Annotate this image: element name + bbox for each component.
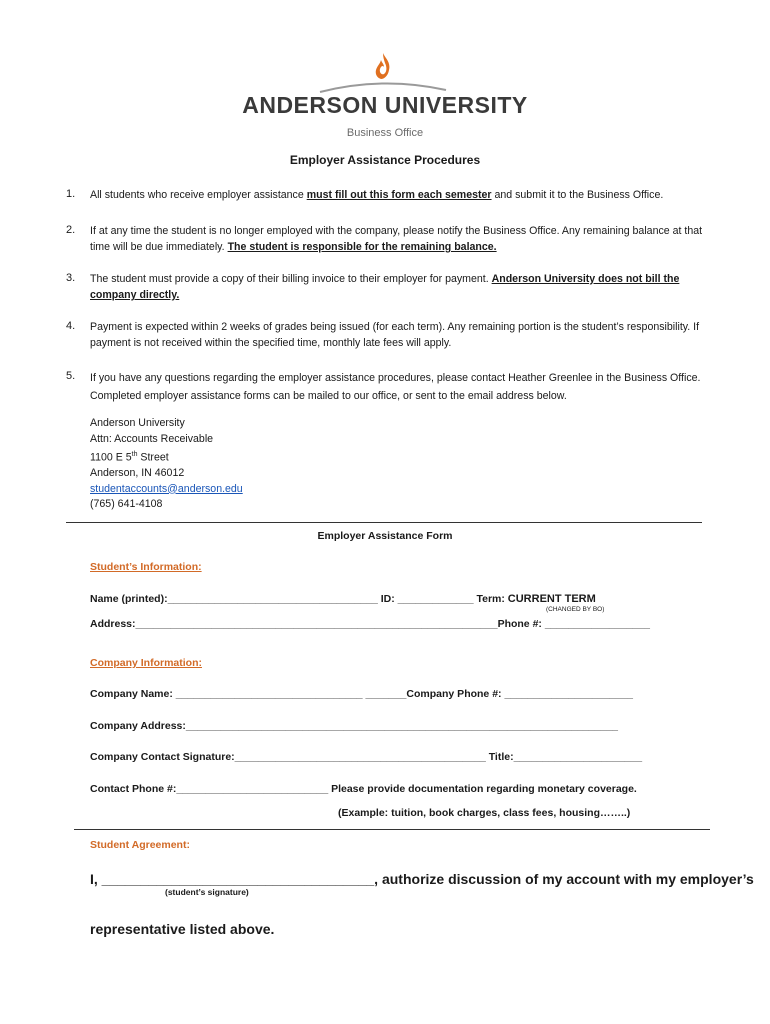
- address-line: Anderson University: [90, 417, 185, 429]
- divider: [66, 522, 702, 523]
- procedure-item-4: Payment is expected within 2 weeks of grades being issued (for each term). Any remaining portion is the student’s responsibility. If payment is not received within the specified time, monthly late fees will apply.: [90, 321, 700, 349]
- coverage-example: (Example: tuition, book charges, class fees, housing……..): [338, 807, 631, 819]
- item-number: 5.: [66, 370, 76, 382]
- item-number: 1.: [66, 188, 76, 200]
- university-name: ANDERSON UNIVERSITY: [242, 92, 528, 118]
- authorization-statement[interactable]: I, ___________________________________, authorize discussion of my account with my employer’s: [90, 871, 754, 887]
- address-phone-line[interactable]: Address:______________________________________________________________Phone #: __________________: [90, 618, 650, 630]
- address-line: Attn: Accounts Receivable: [90, 432, 214, 445]
- item-number: 3.: [66, 272, 76, 284]
- procedure-item-3: The student must provide a copy of their billing invoice to their employer for payment. Anderson University does not bill the company directly.: [90, 273, 680, 301]
- company-info-heading: Company Information:: [90, 657, 202, 669]
- company-address-line[interactable]: Company Address:__________________________________________________________________________: [90, 720, 619, 732]
- item-number: 4.: [66, 320, 76, 332]
- name-id-term-line[interactable]: Name (printed):____________________________________ ID: _____________ Term: CURRENT TERM: [90, 593, 596, 605]
- item-number: 2.: [66, 224, 76, 236]
- contact-phone-line[interactable]: Contact Phone #:__________________________ Please provide documentation regarding monetary coverage.: [90, 783, 637, 795]
- email-link[interactable]: studentaccounts@anderson.edu: [90, 482, 243, 495]
- student-info-heading: Student’s Information:: [90, 561, 202, 573]
- representative-line: representative listed above.: [90, 921, 275, 937]
- office-subtitle: Business Office: [346, 127, 424, 139]
- divider: [74, 829, 710, 830]
- student-agreement-heading: Student Agreement:: [90, 839, 190, 851]
- procedure-item-5: If you have any questions regarding the employer assistance procedures, please contact Heather Greenlee in the Business Office. Completed employer assistance forms can be mailed to our office, or sent to the email address below.: [90, 372, 701, 402]
- procedure-item-2: If at any time the student is no longer employed with the company, please notify the Business Office. Any remaining balance at that time will be due immediately. The student is responsible for the remaining balance.: [90, 225, 703, 253]
- company-name-line[interactable]: Company Name: ________________________________ _______Company Phone #: ______________________: [90, 688, 633, 700]
- mailing-address: [90, 416, 243, 513]
- form-title: Employer Assistance Form: [317, 530, 453, 542]
- contact-signature-line[interactable]: Company Contact Signature:___________________________________________ Title:______________________: [90, 751, 643, 763]
- procedures-title: Employer Assistance Procedures: [289, 153, 481, 167]
- signature-caption: (student’s signature): [165, 887, 249, 897]
- address-line: 1100 E 5th Street: [90, 451, 169, 464]
- phone-number: (765) 641-4108: [90, 498, 163, 511]
- procedure-item-1: All students who receive employer assistance must fill out this form each semester and submit it to the Business Office.: [90, 189, 664, 201]
- address-line: Anderson, IN 46012: [90, 467, 185, 480]
- changed-by-note: (CHANGED BY BO): [546, 606, 605, 613]
